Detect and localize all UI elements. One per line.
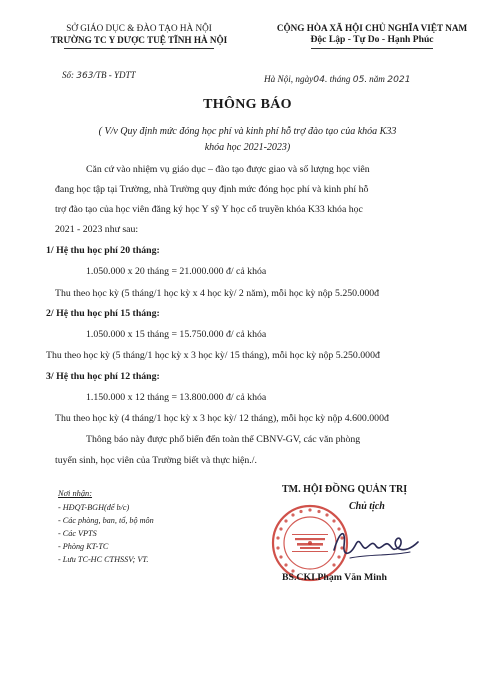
section-2-detail: Thu theo học kỳ (5 tháng/1 học kỳ x 3 học kỳ/ 15 tháng), mỗi học kỳ nộp 5.250.000đ xyxy=(46,350,380,361)
org-line-2: TRƯỜNG TC Y DƯỢC TUỆ TĨNH HÀ NỘI xyxy=(50,35,228,45)
date-year-label: . năm xyxy=(364,74,385,84)
section-1-heading: 1/ Hệ thu học phí 20 tháng: xyxy=(46,245,160,256)
section-1-formula: 1.050.000 x 20 tháng = 21.000.000 đ/ cả khóa xyxy=(86,266,267,277)
docno-suffix: /TB - YDTT xyxy=(93,70,136,80)
nation-line-1: CỘNG HÒA XÃ HỘI CHỦ NGHĨA VIỆT NAM xyxy=(276,23,468,33)
date-month: 05 xyxy=(352,74,365,85)
section-2-heading: 2/ Hệ thu học phí 15 tháng: xyxy=(46,308,160,319)
motto-underline xyxy=(311,48,433,49)
section-1-detail: Thu theo học kỳ (5 tháng/1 học kỳ x 4 học kỳ/ 2 năm), mỗi học kỳ nộp 5.250.000đ xyxy=(55,288,380,299)
date-place: Hà Nội, ngày xyxy=(264,74,314,84)
signatory-name: BS.CKI.Phạm Văn Minh xyxy=(282,572,387,583)
closing-line-2: tuyển sinh, học viên của Trường biết và thực hiện./. xyxy=(55,455,257,466)
section-2-formula: 1.050.000 x 15 tháng = 15.750.000 đ/ cả khóa xyxy=(86,329,267,340)
recipient-item: - Lưu TC-HC CTHSSV; VT. xyxy=(58,555,149,564)
closing-line-1: Thông báo này được phổ biến đến toàn thể CBNV-GV, các văn phòng xyxy=(86,434,361,445)
document-subtitle-line-2: khóa học 2021-2023) xyxy=(204,142,291,153)
docno-prefix: Số: xyxy=(62,70,74,80)
recipient-item: - Phòng KT-TC xyxy=(58,542,109,551)
document-title: THÔNG BÁO xyxy=(203,97,292,112)
document-number xyxy=(62,70,135,81)
recipients-title: Nơi nhận: xyxy=(58,489,93,498)
org-underline xyxy=(64,48,214,49)
intro-line-4: 2021 - 2023 như sau: xyxy=(55,224,139,235)
handwritten-signature xyxy=(330,520,422,566)
intro-line-1: Căn cứ vào nhiệm vụ giáo dục – đào tạo được giao và số lượng học viên xyxy=(86,164,370,175)
org-line-1: SỞ GIÁO DỤC & ĐÀO TẠO HÀ NỘI xyxy=(66,23,212,33)
date-year: 2021 xyxy=(387,74,411,85)
section-3-detail: Thu theo học kỳ (4 tháng/1 học kỳ x 3 học kỳ/ 12 tháng), mỗi học kỳ nộp 4.600.000đ xyxy=(55,413,389,424)
date-day: 04 xyxy=(313,74,325,85)
recipient-item: - Các VPTS xyxy=(58,529,97,538)
date-line xyxy=(264,74,411,85)
document-subtitle-line-1: ( V/v Quy định mức đóng học phí và kinh phí hỗ trợ đào tạo của khóa K33 xyxy=(98,126,397,137)
national-header xyxy=(258,22,486,49)
docno-number: 363 xyxy=(76,71,94,81)
recipient-item: - Các phòng, ban, tổ, bộ môn xyxy=(58,516,154,525)
section-3-formula: 1.150.000 x 12 tháng = 13.800.000 đ/ cả khóa xyxy=(86,392,267,403)
nation-motto: Độc Lập - Tự Do - Hạnh Phúc xyxy=(310,34,434,45)
signatory-position: Chủ tịch xyxy=(349,501,385,512)
issuing-organization xyxy=(44,22,234,49)
section-3-heading: 3/ Hệ thu học phí 12 tháng: xyxy=(46,371,160,382)
recipient-item: - HĐQT-BGH(để b/c) xyxy=(58,503,130,512)
intro-line-3: trợ đào tạo của học viên đăng ký học Y sỹ Y học cổ truyền khóa K33 khóa học xyxy=(55,204,363,215)
signatory-organization: TM. HỘI ĐỒNG QUẢN TRỊ xyxy=(282,484,408,495)
intro-line-2: đang học tập tại Trường, nhà Trường quy định mức đóng học phí và kinh phí hỗ xyxy=(55,184,369,195)
date-month-label: . tháng xyxy=(324,74,351,84)
